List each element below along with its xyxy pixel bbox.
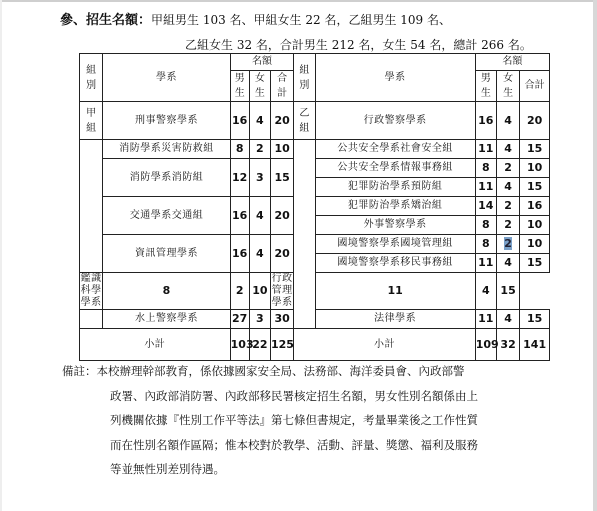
left-female-cell: 4 — [249, 235, 270, 273]
right-total-cell: 10 — [520, 235, 550, 254]
left-male-cell: 8 — [230, 140, 249, 159]
group-header-right: 組 別 — [294, 54, 315, 102]
group-b-label: 乙 組 — [294, 102, 315, 140]
right-total-cell: 15 — [520, 310, 550, 329]
remarks-line: 等並無性別差別待遇。 — [110, 462, 225, 476]
right-female-cell — [496, 235, 519, 254]
right-dept-cell: 國境警察學系國境管理組 — [315, 235, 475, 254]
right-male-cell: 16 — [475, 102, 496, 140]
right-male-cell: 8 — [475, 159, 496, 178]
remarks-line: 列機關依據『性別工作平等法』第七條但書規定，考量畢業後之工作性質 — [110, 413, 478, 427]
right-subtotal-label: 小計 — [294, 329, 475, 361]
left-dept-cell: 鑑識科學學系 — [80, 273, 102, 308]
female-header-left: 女 生 — [249, 71, 270, 102]
right-total-cell: 15 — [496, 273, 519, 310]
right-dept-cell: 公共安全學系情報事務組 — [315, 159, 475, 178]
remarks-line: 而在性別名額作區隔；惟本校對於教學、活動、評量、獎懲、福利及服務 — [110, 437, 478, 452]
left-subtotal-female: 22 — [249, 329, 270, 361]
male-header-right: 男 生 — [475, 71, 496, 102]
right-male-cell: 8 — [475, 216, 496, 235]
group-header-left: 組 別 — [80, 54, 103, 102]
left-female-cell: 4 — [249, 102, 270, 140]
right-female-cell: 4 — [496, 178, 519, 197]
right-subtotal-male: 109 — [475, 329, 496, 361]
right-subtotal-total: 141 — [520, 329, 550, 361]
left-dept-cell: 消防學系災害防救組 — [103, 140, 230, 159]
left-male-cell: 16 — [230, 197, 249, 235]
right-male-cell: 11 — [475, 254, 496, 273]
group-a-spacer-end — [80, 310, 103, 329]
left-total-cell: 10 — [249, 273, 270, 310]
right-dept-cell: 法律學系 — [315, 310, 475, 329]
right-total-cell: 15 — [520, 254, 550, 273]
right-dept-cell: 國境警察學系移民事務組 — [315, 254, 475, 273]
right-female-cell: 4 — [496, 310, 519, 329]
window-right-border — [593, 0, 597, 511]
heading-line-1: 甲組男生 103 名、甲組女生 22 名，乙組男生 109 名、 — [151, 13, 451, 27]
quota-header-left: 名額 — [230, 54, 294, 71]
left-male-cell: 16 — [230, 102, 249, 140]
window-top-border — [0, 0, 597, 2]
right-dept-cell: 公共安全學系社會安全組 — [315, 140, 475, 159]
left-dept-cell: 交通學系交通組 — [103, 197, 230, 235]
total-header-left: 合 計 — [270, 71, 293, 102]
left-total-cell: 30 — [270, 310, 293, 329]
group-a-label: 甲 組 — [80, 102, 103, 140]
right-total-cell: 20 — [520, 102, 550, 140]
right-male-cell: 11 — [475, 310, 496, 329]
right-male-cell: 14 — [475, 197, 496, 216]
left-male-cell: 8 — [103, 273, 230, 310]
group-b-spacer — [294, 140, 315, 329]
right-dept-cell: 行政管理學系 — [271, 273, 293, 308]
right-female-cell: 2 — [496, 216, 519, 235]
left-female-cell: 3 — [249, 310, 270, 329]
right-female-cell: 4 — [496, 140, 519, 159]
right-subtotal-female: 32 — [496, 329, 519, 361]
right-male-cell: 8 — [475, 235, 496, 254]
left-total-cell: 20 — [270, 197, 293, 235]
left-subtotal-total: 125 — [270, 329, 293, 361]
left-subtotal-label: 小計 — [80, 329, 231, 361]
left-female-cell: 2 — [249, 140, 270, 159]
left-male-cell: 12 — [230, 159, 249, 197]
window-left-border — [0, 0, 2, 511]
right-male-cell: 11 — [315, 273, 475, 310]
left-male-cell: 16 — [230, 235, 249, 273]
left-dept-cell: 刑事警察學系 — [103, 102, 230, 140]
remarks — [62, 359, 562, 482]
remarks-line: 備註：本校辦理幹部教育，係依據國家安全局、法務部、海洋委員會、內政部警 — [62, 364, 465, 378]
remarks-line: 政署、內政部消防署、內政部移民署核定招生名額，男女性別名額係由上 — [110, 388, 478, 403]
left-female-cell: 2 — [230, 273, 249, 310]
selected-text: 2 — [504, 237, 512, 250]
right-total-cell: 10 — [520, 216, 550, 235]
right-dept-cell: 行政警察學系 — [315, 102, 475, 140]
group-a-spacer — [80, 140, 103, 273]
right-dept-cell: 外事警察學系 — [315, 216, 475, 235]
quota-header-right: 名額 — [475, 54, 549, 71]
left-total-cell: 20 — [270, 235, 293, 273]
right-dept-cell: 犯罪防治學系預防組 — [315, 178, 475, 197]
section-title: 參、招生名額： — [60, 13, 152, 28]
right-male-cell: 11 — [475, 178, 496, 197]
right-total-cell: 10 — [520, 159, 550, 178]
left-total-cell: 15 — [270, 159, 293, 197]
male-header-left: 男 生 — [230, 71, 249, 102]
quota-table — [79, 53, 550, 361]
left-total-cell: 10 — [270, 140, 293, 159]
right-female-cell: 2 — [496, 197, 519, 216]
left-subtotal-male: 103 — [230, 329, 249, 361]
right-total-cell: 15 — [520, 140, 550, 159]
female-header-right: 女 生 — [496, 71, 519, 102]
right-female-cell: 4 — [475, 273, 496, 310]
heading-line-2: 乙組女生 32 名，合計男生 212 名，女生 54 名，總計 266 名。 — [185, 38, 532, 52]
left-female-cell: 3 — [249, 159, 270, 197]
right-total-cell: 16 — [520, 197, 550, 216]
right-female-cell: 2 — [496, 159, 519, 178]
left-total-cell: 20 — [270, 102, 293, 140]
left-dept-cell: 消防學系消防組 — [103, 159, 230, 197]
right-female-cell: 4 — [496, 254, 519, 273]
left-dept-cell: 水上警察學系 — [103, 310, 230, 329]
left-male-cell: 27 — [230, 310, 249, 329]
total-header-right: 合計 — [520, 71, 550, 102]
section-heading — [60, 8, 580, 57]
right-male-cell: 11 — [475, 140, 496, 159]
left-female-cell: 4 — [249, 197, 270, 235]
right-total-cell: 15 — [520, 178, 550, 197]
right-female-cell: 4 — [496, 102, 519, 140]
left-dept-cell: 資訊管理學系 — [103, 235, 230, 273]
dept-header-right: 學系 — [315, 54, 475, 102]
right-dept-cell: 犯罪防治學系矯治組 — [315, 197, 475, 216]
dept-header-left: 學系 — [103, 54, 230, 102]
